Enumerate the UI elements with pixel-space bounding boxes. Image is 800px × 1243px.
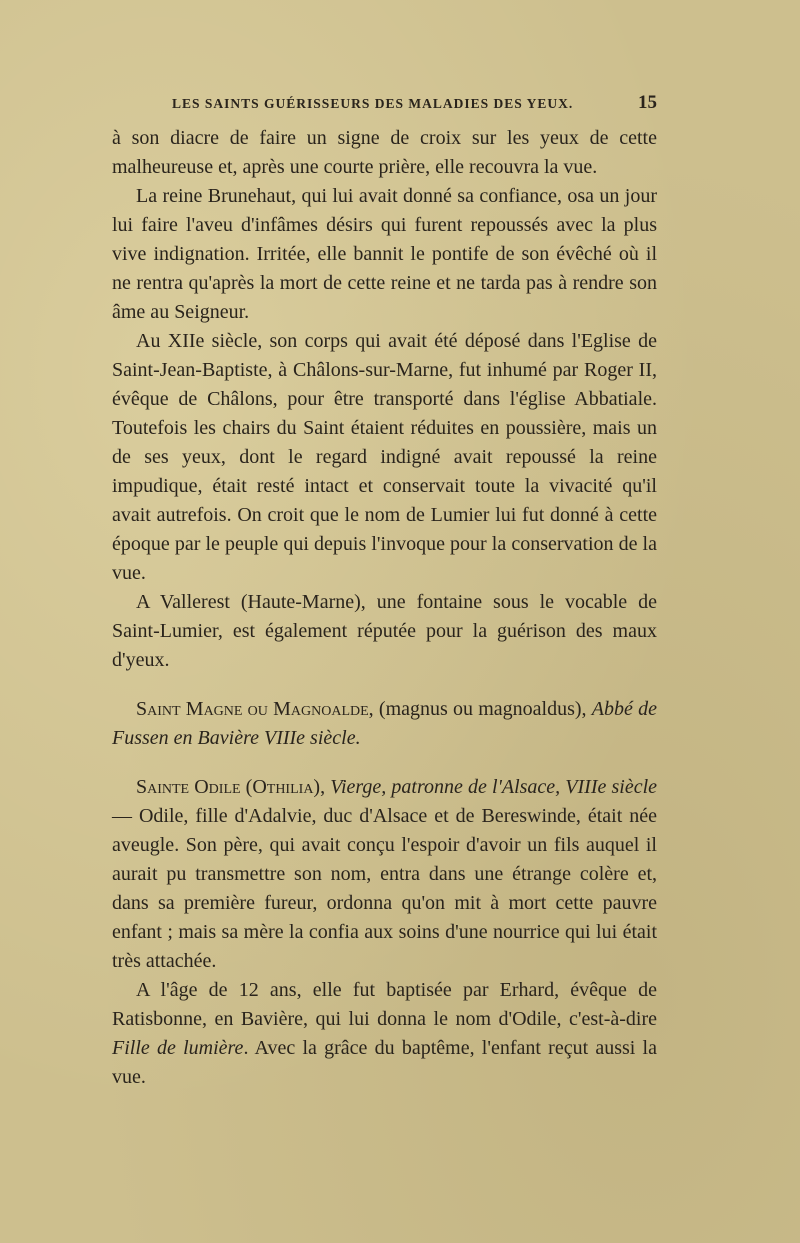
saint-magne-title: Abbé de Fussen en Bavière VIIIe siècle. <box>112 698 657 749</box>
entry-sainte-odile <box>112 773 657 976</box>
page-header <box>112 92 657 118</box>
paragraph-1: à son diacre de faire un signe de croix sur les yeux de cette malheureuse et, après une courte prière, elle recouvra la vue. <box>112 127 657 178</box>
sainte-odile-name: Sainte Odile (Othilia), <box>136 776 326 798</box>
paragraph-7-start: A l'âge de 12 ans, elle fut baptisée par Erhard, évêque de Ratisbonne, en Bavière, qui lui donna le nom d'Odile, c'est-à-dire <box>112 979 657 1030</box>
paragraph-4: A Vallerest (Haute-Marne), une fontaine sous le vocable de Saint-Lumier, est également réputée pour la guérison des maux d'yeux. <box>112 591 657 671</box>
page-number: 15 <box>638 92 657 113</box>
saint-magne-name: Saint Magne ou Magnoalde, <box>136 698 374 720</box>
entry-saint-magne <box>112 695 657 753</box>
saint-magne-latin: (magnus ou magnoaldus), <box>373 698 592 720</box>
paragraph-7 <box>112 976 657 1092</box>
body-text <box>112 124 657 1092</box>
paragraph-3: Au XIIe siècle, son corps qui avait été déposé dans l'Eglise de Saint-Jean-Baptiste, à Châlons-sur-Marne, fut inhumé par Roger II, évêque de Châlons, pour être transporté dans l'église Abbatiale. Toutefois les chairs du Saint étaient réduites en poussière, mais un de ses yeux, dont le regard indigné avait repoussé la reine impudique, était resté intact et conservait toute la vivacité qu'il avait autrefois. On croit que le nom de Lumier lui fut donné à cette époque par le peuple qui depuis l'invoque pour la conservation de la vue. <box>112 330 657 584</box>
sainte-odile-text: — Odile, fille d'Adalvie, duc d'Alsace et de Bereswinde, était née aveugle. Son père, qui avait conçu l'espoir d'avoir un fils auquel il aurait pu transmettre son nom, entra dans une étrange colère et, dans sa première fureur, ordonna qu'on mit à mort cette pauvre enfant ; mais sa mère la confia aux soins d'une nourrice qui lui était très attachée. <box>112 805 657 972</box>
paragraph-7-italic: Fille de lumière <box>112 1037 244 1059</box>
paragraph-7-end: . Avec la grâce du baptême, l'enfant reçut aussi la vue. <box>112 1037 657 1088</box>
sainte-odile-title: Vierge, patronne de l'Alsace, VIIIe siècle <box>325 776 658 798</box>
paragraph-2: La reine Brunehaut, qui lui avait donné sa confiance, osa un jour lui faire l'aveu d'infâmes désirs qui furent repoussés avec la plus vive indignation. Irritée, elle bannit le pontife de son évêché où il ne rentra qu'après la mort de cette reine et ne tarda pas à rendre son âme au Seigneur. <box>112 185 657 323</box>
running-title: LES SAINTS GUÉRISSEURS DES MALADIES DES YEUX. <box>172 96 574 111</box>
